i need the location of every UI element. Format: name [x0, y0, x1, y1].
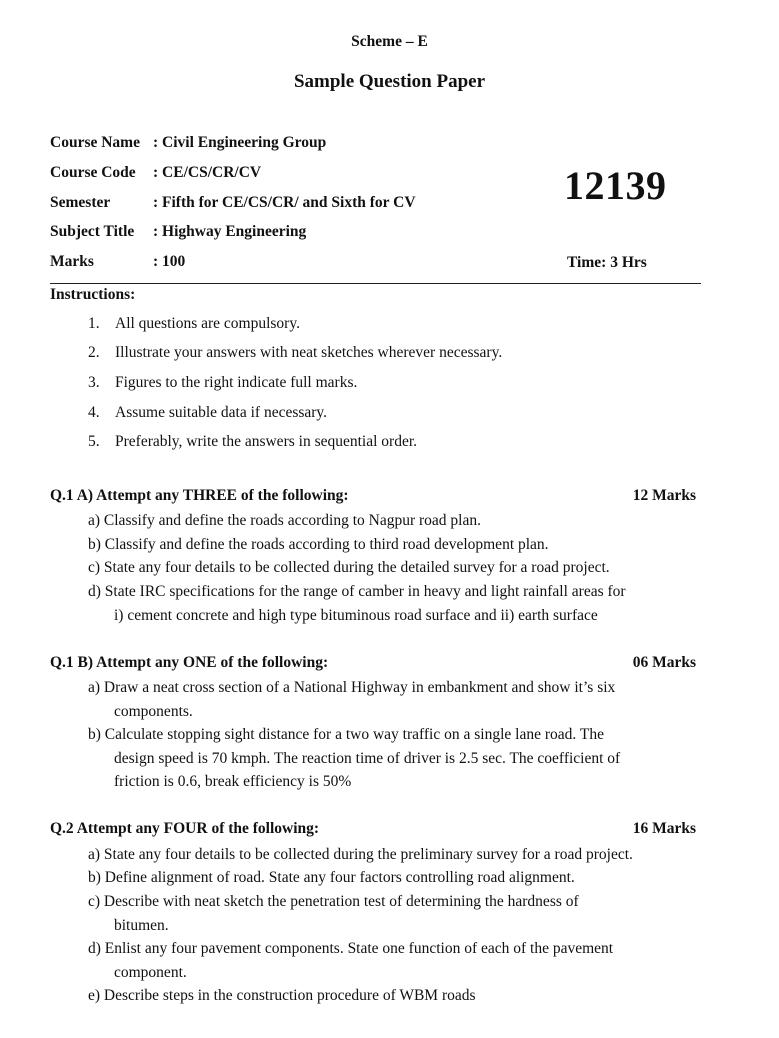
paper-code: 12139: [564, 163, 667, 208]
instruction-text: Figures to the right indicate full marks.: [115, 374, 358, 391]
question-item-text: e) Describe steps in the construction procedure of WBM roads: [88, 987, 476, 1004]
question-marks-q1b: 06 Marks: [632, 654, 696, 671]
question-item: [88, 723, 698, 794]
subject-title-label: Subject Title: [50, 223, 135, 240]
question-heading-q2: Q.2 Attempt any FOUR of the following:: [50, 820, 320, 837]
question-item-text: a) State any four details to be collected during the preliminary survey for a road project.: [88, 846, 633, 863]
subject-title-value: : Highway Engineering: [153, 223, 307, 240]
instruction-text: Preferably, write the answers in sequential order.: [115, 433, 418, 450]
question-heading-q1a: Q.1 A) Attempt any THREE of the following:: [50, 487, 349, 504]
instruction-item: [88, 315, 300, 333]
question-marks-q2: 16 Marks: [632, 820, 696, 837]
instruction-item: [88, 344, 502, 362]
marks-value: : 100: [153, 253, 186, 270]
question-item: [88, 580, 698, 627]
question-item-continuation: component.: [114, 963, 187, 981]
exam-time: Time: 3 Hrs: [567, 254, 647, 271]
question-item: [88, 533, 698, 557]
question-item-text: b) Calculate stopping sight distance for a two way traffic on a single lane road. The: [88, 726, 604, 743]
question-item-text: c) Describe with neat sketch the penetration test of determining the hardness of: [88, 893, 579, 910]
scheme-label: Scheme – E: [351, 33, 428, 50]
course-code-value: : CE/CS/CR/CV: [153, 164, 262, 181]
course-code-label: Course Code: [50, 164, 136, 181]
instruction-text: Assume suitable data if necessary.: [115, 404, 328, 421]
question-item-continuation: i) cement concrete and high type bituminous road surface and ii) earth surface: [114, 606, 598, 624]
question-item-text: b) Classify and define the roads according to third road development plan.: [88, 536, 549, 553]
instruction-item: [88, 374, 357, 392]
marks-label: Marks: [50, 253, 94, 270]
instruction-number: 4.: [88, 404, 100, 421]
instruction-number: 5.: [88, 433, 100, 450]
page-title: Sample Question Paper: [293, 71, 486, 92]
instruction-text: Illustrate your answers with neat sketches wherever necessary.: [115, 344, 503, 361]
instruction-number: 3.: [88, 374, 100, 391]
question-item-continuation: bitumen.: [114, 916, 169, 934]
instructions-heading: Instructions:: [50, 286, 136, 303]
course-name-label: Course Name: [50, 134, 140, 151]
semester-value: : Fifth for CE/CS/CR/ and Sixth for CV: [153, 194, 416, 211]
question-item: [88, 676, 698, 723]
semester-label: Semester: [50, 194, 111, 211]
question-item-continuation: friction is 0.6, break efficiency is 50%: [114, 773, 352, 790]
question-marks-q1a: 12 Marks: [632, 487, 696, 504]
course-name-value: : Civil Engineering Group: [153, 134, 327, 151]
instruction-item: [88, 433, 417, 451]
question-item-text: b) Define alignment of road. State any four factors controlling road alignment.: [88, 869, 575, 886]
instruction-number: 1.: [88, 315, 100, 332]
question-item-text: d) Enlist any four pavement components. State one function of each of the pavement: [88, 940, 614, 957]
question-item-continuation: components.: [114, 702, 193, 720]
question-heading-q1b: Q.1 B) Attempt any ONE of the following:: [50, 654, 329, 671]
instruction-number: 2.: [88, 344, 100, 361]
header-divider: [50, 283, 701, 284]
instruction-text: All questions are compulsory.: [115, 315, 300, 332]
instruction-item: [88, 404, 327, 422]
question-item: [88, 890, 698, 937]
question-item: [88, 509, 698, 533]
question-item-text: c) State any four details to be collected during the detailed survey for a road project.: [88, 559, 610, 576]
question-item: [88, 556, 698, 580]
question-item-text: a) Classify and define the roads according to Nagpur road plan.: [88, 512, 481, 529]
question-item: [88, 843, 698, 867]
question-item: [88, 984, 698, 1008]
question-item: [88, 937, 698, 984]
question-item-continuation: design speed is 70 kmph. The reaction time of driver is 2.5 sec. The coefficient of: [114, 749, 621, 767]
question-item: [88, 866, 698, 890]
question-item-text: d) State IRC specifications for the range of camber in heavy and light rainfall areas for: [88, 583, 626, 600]
question-item-text: a) Draw a neat cross section of a National Highway in embankment and show it’s six: [88, 679, 616, 696]
